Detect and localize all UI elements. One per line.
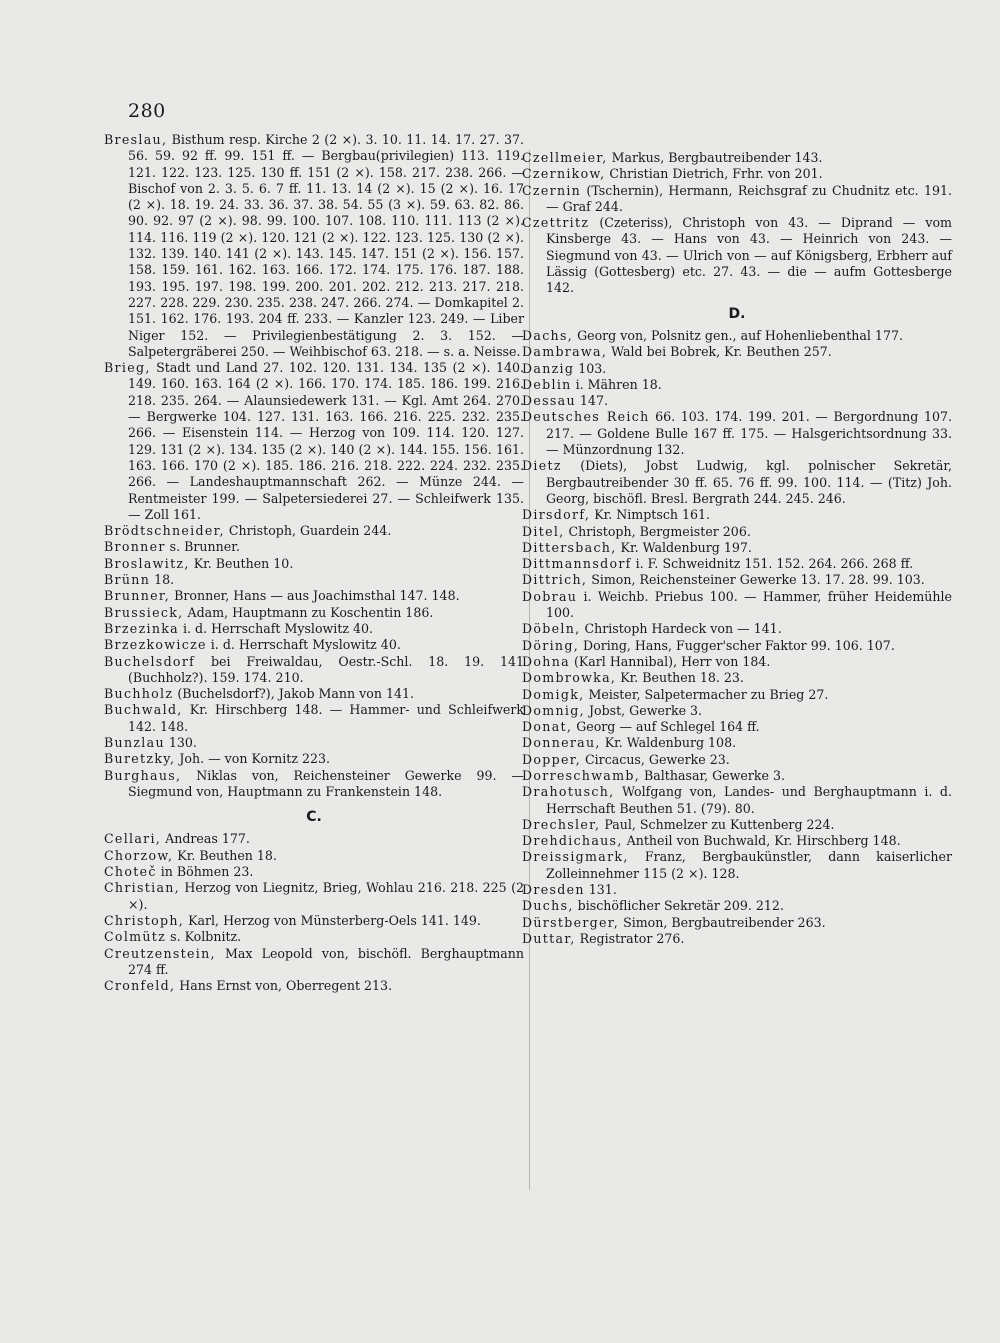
entry-headword: Danzig	[522, 360, 575, 376]
entry-text: Doring, Hans, Fugger'scher Faktor 99. 106. 107.	[583, 637, 895, 653]
entry-headword: Breslau,	[104, 132, 168, 147]
entry-headword: Broslawitz,	[104, 555, 190, 571]
entry-headword: Donat,	[522, 719, 573, 735]
entry-headword: Czettritz	[522, 215, 590, 231]
entry-headword: Brussieck,	[104, 604, 184, 620]
entry-headword: Burghaus,	[104, 767, 182, 783]
entry-text: bischöflicher Sekretär 209. 212.	[577, 898, 784, 914]
entry-text: (Diets), Jobst Ludwig, kgl. polnischer Sekretär, Bergbautreibender 30 ff. 65. 76 ff. 99. 100. 114. — (Titz) Joh. Georg, bischöfl. Bresl. Bergrath 244. 245. 246.	[546, 458, 952, 506]
entry-text: Kr. Waldenburg 197.	[620, 539, 752, 555]
entry-headword: Bunzlau	[104, 734, 165, 750]
entry-text: Registrator 276.	[579, 930, 685, 946]
index-entry	[104, 654, 524, 687]
entry-text: 131.	[588, 882, 617, 898]
entry-text: Kr. Hirschberg 148. — Hammer- und Schleifwerk 142. 148.	[128, 702, 524, 734]
entry-headword: Drehdichaus,	[522, 833, 623, 849]
entry-text: 103.	[578, 360, 607, 376]
entry-headword: Brzezinka	[104, 620, 179, 636]
entry-text: Wolfgang von, Landes- und Berghauptmann i. d. Herrschaft Beuthen 51. (79). 80.	[546, 784, 952, 816]
entry-text: (Buchelsdorf?), Jakob Mann von 141.	[177, 686, 415, 702]
index-entry	[104, 360, 524, 523]
index-entry	[104, 831, 524, 847]
entry-text: Kr. Waldenburg 108.	[604, 735, 737, 751]
index-entry	[522, 670, 952, 686]
index-entry	[104, 621, 524, 637]
entry-text: Markus, Bergbautreibender 143.	[611, 150, 823, 165]
index-entry	[104, 751, 524, 767]
entry-headword: Brunner,	[104, 588, 171, 604]
entry-text: Simon, Reichensteiner Gewerke 13. 17. 28. 99. 103.	[591, 572, 925, 588]
entry-headword: Czernikow,	[522, 166, 606, 182]
entry-text: Kr. Nimptsch 161.	[594, 507, 711, 523]
entry-headword: Dresden	[522, 882, 585, 898]
entry-text: Christoph Hardeck von — 141.	[584, 621, 782, 637]
index-entry	[104, 686, 524, 702]
index-entry	[104, 539, 524, 555]
entry-headword: Buretzky,	[104, 751, 176, 767]
entry-headword: Döbeln,	[522, 621, 581, 637]
entry-text: s. Brunner.	[169, 539, 240, 555]
entry-headword: Dessau	[522, 393, 576, 409]
index-entry	[104, 880, 524, 913]
entry-headword: Brieg,	[104, 360, 151, 376]
index-entry	[522, 556, 952, 572]
index-entry	[104, 735, 524, 751]
entry-headword: Cronfeld,	[104, 978, 176, 994]
entry-text: Paul, Schmelzer zu Kuttenberg 224.	[604, 816, 835, 832]
index-entry	[522, 735, 952, 751]
entry-text: s. Kolbnitz.	[170, 929, 242, 945]
entry-headword: Domigk,	[522, 686, 585, 702]
entry-headword: Dopper,	[522, 751, 581, 767]
index-entry	[104, 132, 524, 360]
entry-headword: Czellmeier,	[522, 150, 608, 165]
index-entry	[522, 621, 952, 637]
index-entry	[104, 848, 524, 864]
index-entry	[522, 703, 952, 719]
index-entry	[104, 978, 524, 994]
entry-text: 130.	[168, 734, 197, 750]
section-d-entries	[522, 328, 952, 947]
entry-text: Bisthum resp. Kirche 2 (2 ×). 3. 10. 11. 14. 17. 27. 37. 56. 59. 92 ff. 99. 151 ff. — Bergbau(privilegien) 113. 119. 121. 122. 123. 125. 130 ff. 151 (2 ×). 158. 217. 238. 266. — Bischof von 2. 3. 5. 6. 7 ff. 11. 13. 14 (2 ×). 15 (2 ×). 16. 17 (2 ×). 18. 19. 24. 33. 36. 37. 38. 54. 55 (3 ×). 59. 63. 82. 86. 90. 92. 97 (2 ×). 98. 99. 100. 107. 108. 110. 111. 113 (2 ×). 114. 116. 119 (2 ×). 120. 121 (2 ×). 122. 123. 125. 130 (2 ×). 132. 139. 140. 141 (2 ×). 143. 145. 147. 151 (2 ×). 156. 157. 158. 159. 161. 162. 163. 166. 172. 174. 175. 176. 187. 188. 193. 195. 197. 198. 199. 200. 201. 202. 212. 213. 217. 218. 227. 228. 229. 230. 235. 238. 247. 266. 274. — Domkapitel 2. 151. 162. 176. 193. 204 ff. 233. — Kanzler 123. 249. — Liber Niger 152. — Privilegienbestätigung 2. 3. 152. — Salpetergräberei 250. — Weihbischof 63. 218. — s. a. Neisse.	[128, 132, 524, 359]
index-entry	[104, 556, 524, 572]
entry-text: Bronner, Hans — aus Joachimsthal 147. 148.	[174, 588, 460, 604]
index-entry	[522, 215, 952, 296]
index-entry	[522, 833, 952, 849]
index-entry	[522, 458, 952, 507]
entry-headword: Brödtschneider,	[104, 523, 225, 539]
entry-text: Max Leopold von, bischöfl. Berghauptmann 274 ff.	[128, 945, 524, 977]
index-entry	[522, 409, 952, 458]
entry-text: Kr. Beuthen 10.	[193, 555, 294, 571]
entry-headword: Deutsches Reich	[522, 409, 650, 425]
entry-headword: Buchelsdorf	[104, 653, 196, 669]
index-entry	[104, 929, 524, 945]
left-column	[104, 132, 524, 994]
index-entry	[104, 702, 524, 735]
index-entry	[522, 361, 952, 377]
entry-text: Andreas 177.	[165, 831, 250, 847]
entry-headword: Czernin	[522, 182, 582, 198]
entry-text: (Karl Hannibal), Herr von 184.	[573, 653, 771, 669]
index-entry	[522, 898, 952, 914]
index-entry	[522, 784, 952, 817]
entry-headword: Christoph,	[104, 912, 185, 928]
entry-text: Georg von, Polsnitz gen., auf Hohenliebenthal 177.	[577, 327, 903, 343]
entry-text: Franz, Bergbaukünstler, dann kaiserlicher Zolleinnehmer 115 (2 ×). 128.	[546, 849, 952, 881]
entry-text: 18.	[154, 572, 175, 588]
entry-headword: Deblin	[522, 376, 572, 392]
entry-headword: Christian,	[104, 880, 180, 896]
entry-headword: Drechsler,	[522, 816, 601, 832]
entry-text: in Böhmen 23.	[160, 864, 254, 880]
entry-headword: Buchwald,	[104, 702, 183, 718]
entry-headword: Dorreschwamb,	[522, 767, 640, 783]
entry-headword: Döring,	[522, 637, 580, 653]
index-entry	[522, 540, 952, 556]
index-entry	[522, 638, 952, 654]
entry-headword: Donnerau,	[522, 735, 601, 751]
entry-headword: Ditel,	[522, 523, 565, 539]
entry-headword: Creutzenstein,	[104, 945, 216, 961]
index-entry	[522, 524, 952, 540]
entry-text: 66. 103. 174. 199. 201. — Bergordnung 107. 217. — Goldene Bulle 167 ff. 175. — Halsgerichtsordnung 33. — Münzordnung 132.	[546, 409, 952, 458]
entry-text: Balthasar, Gewerke 3.	[644, 767, 785, 783]
entry-text: Antheil von Buchwald, Kr. Hirschberg 148.	[626, 833, 901, 849]
entry-headword: Dombrowka,	[522, 670, 617, 686]
entry-text: Stadt und Land 27. 102. 120. 131. 134. 135 (2 ×). 140. 149. 160. 163. 164 (2 ×). 166. 170. 174. 185. 186. 199. 216. 218. 235. 264. — Alaunsiedewerk 131. — Kgl. Amt 264. 270. — Bergwerke 104. 127. 131. 163. 166. 216. 225. 232. 235. 266. — Eisenstein 114. — Herzog von 109. 114. 120. 127. 129. 131 (2 ×). 134. 135 (2 ×). 140 (2 ×). 144. 155. 156. 161. 163. 166. 170 (2 ×). 185. 186. 216. 218. 222. 224. 232. 235. 266. — Landeshauptmannschaft 262. — Münze 244. — Rentmeister 199. — Salpetersiederei 27. — Schleifwerk 135. — Zoll 161.	[128, 360, 524, 522]
entry-text: Herzog von Liegnitz, Brieg, Wohlau 216. 218. 225 (2 ×).	[128, 880, 524, 912]
index-entry	[104, 946, 524, 979]
section-heading-d: D.	[728, 305, 746, 322]
entry-headword: Cellari,	[104, 831, 162, 847]
entry-headword: Duttar,	[522, 930, 576, 946]
entry-headword: Dreissigmark,	[522, 849, 629, 865]
entry-headword: Dittersbach,	[522, 539, 617, 555]
index-entry	[104, 913, 524, 929]
entry-text: (Czeteriss), Christoph von 43. — Diprand — vom Kinsberge 43. — Hans von 43. — Heinrich von 243. — Siegmund von 43. — Ulrich von — auf Königsberg, Erbherr auf Lässig (Gottesberg) etc. 27. 43. — die — aufm Gottesberge 142.	[546, 215, 952, 296]
index-entry	[522, 817, 952, 833]
entry-text: Meister, Salpetermacher zu Brieg 27.	[588, 686, 829, 702]
entry-text: Hans Ernst von, Oberregent 213.	[179, 978, 393, 994]
index-entry	[522, 377, 952, 393]
entry-text: i. F. Schweidnitz 151. 152. 264. 266. 268 ff.	[635, 556, 914, 572]
section-c-entries	[104, 831, 524, 994]
right-column	[522, 150, 952, 947]
entry-text: Kr. Beuthen 18. 23.	[620, 670, 744, 686]
entry-headword: Bronner	[104, 539, 166, 555]
entry-text: Kr. Beuthen 18.	[177, 847, 277, 863]
section-heading-c: C.	[306, 809, 322, 826]
entry-text: Wald bei Bobrek, Kr. Beuthen 257.	[611, 344, 832, 360]
index-entry	[522, 654, 952, 670]
entry-headword: Choteč	[104, 864, 157, 880]
index-entry	[104, 588, 524, 604]
left-entries	[104, 132, 524, 800]
index-entry	[522, 687, 952, 703]
index-entry	[522, 589, 952, 622]
entry-text: bei Freiwaldau, Oestr.-Schl. 18. 19. 141 (Buchholz?). 159. 174. 210.	[128, 653, 524, 685]
entry-text: i. Mähren 18.	[575, 376, 662, 392]
index-entry	[522, 507, 952, 523]
entry-text: Niklas von, Reichensteiner Gewerke 99. — Siegmund von, Hauptmann zu Frankenstein 148.	[128, 767, 524, 799]
index-entry	[104, 637, 524, 653]
index-entry	[522, 183, 952, 216]
entry-text: Jobst, Gewerke 3.	[588, 702, 703, 718]
index-entry	[522, 849, 952, 882]
entry-headword: Chorzow,	[104, 847, 174, 863]
entry-headword: Brzezkowicze	[104, 637, 207, 653]
entry-text: (Tschernin), Hermann, Reichsgraf zu Chudnitz etc. 191. — Graf 244.	[546, 182, 952, 214]
entry-headword: Dachs,	[522, 327, 574, 343]
index-entry	[522, 393, 952, 409]
entry-text: Circacus, Gewerke 23.	[585, 751, 730, 767]
entry-headword: Dietz	[522, 458, 562, 474]
entry-text: Christoph, Bergmeister 206.	[568, 523, 751, 539]
entry-headword: Duchs,	[522, 898, 574, 914]
entry-text: i. d. Herrschaft Myslowitz 40.	[210, 637, 401, 653]
entry-text: Adam, Hauptmann zu Koschentin 186.	[187, 604, 434, 620]
index-entry	[104, 768, 524, 801]
right-entries	[522, 150, 952, 297]
index-entry	[522, 572, 952, 588]
page-number: 280	[128, 100, 166, 122]
index-entry	[522, 931, 952, 947]
entry-text: Simon, Bergbautreibender 263.	[623, 914, 826, 930]
entry-text: Christoph, Guardein 244.	[228, 523, 392, 539]
entry-text: 147.	[579, 393, 608, 409]
index-entry	[104, 572, 524, 588]
entry-text: Joh. — von Kornitz 223.	[179, 751, 331, 767]
index-entry	[522, 166, 952, 182]
entry-headword: Brünn	[104, 572, 151, 588]
index-entry	[522, 344, 952, 360]
entry-headword: Dirsdorf,	[522, 507, 591, 523]
entry-headword: Dittmannsdorf	[522, 556, 632, 572]
index-entry	[522, 915, 952, 931]
entry-headword: Dittrich,	[522, 572, 588, 588]
entry-text: Karl, Herzog von Münsterberg-Oels 141. 149.	[188, 912, 481, 928]
entry-headword: Dobrau	[522, 588, 578, 604]
index-entry	[522, 752, 952, 768]
entry-text: Christian Dietrich, Frhr. von 201.	[609, 166, 823, 182]
index-entry	[522, 328, 952, 344]
entry-headword: Dohna	[522, 653, 570, 669]
index-entry	[522, 768, 952, 784]
entry-text: i. Weichb. Priebus 100. — Hammer, früher Heidemühle 100.	[546, 588, 952, 621]
index-entry	[522, 150, 952, 166]
index-entry	[104, 523, 524, 539]
entry-headword: Buchholz	[104, 686, 174, 702]
entry-headword: Colmütz	[104, 929, 167, 945]
index-entry	[522, 882, 952, 898]
index-entry	[104, 864, 524, 880]
index-entry	[104, 605, 524, 621]
entry-headword: Dambrawa,	[522, 344, 608, 360]
entry-headword: Dürstberger,	[522, 914, 620, 930]
entry-headword: Domnig,	[522, 702, 585, 718]
index-entry	[522, 719, 952, 735]
entry-text: i. d. Herrschaft Myslowitz 40.	[183, 620, 374, 636]
entry-text: Georg — auf Schlegel 164 ff.	[576, 719, 760, 735]
entry-headword: Drahotusch,	[522, 784, 615, 800]
